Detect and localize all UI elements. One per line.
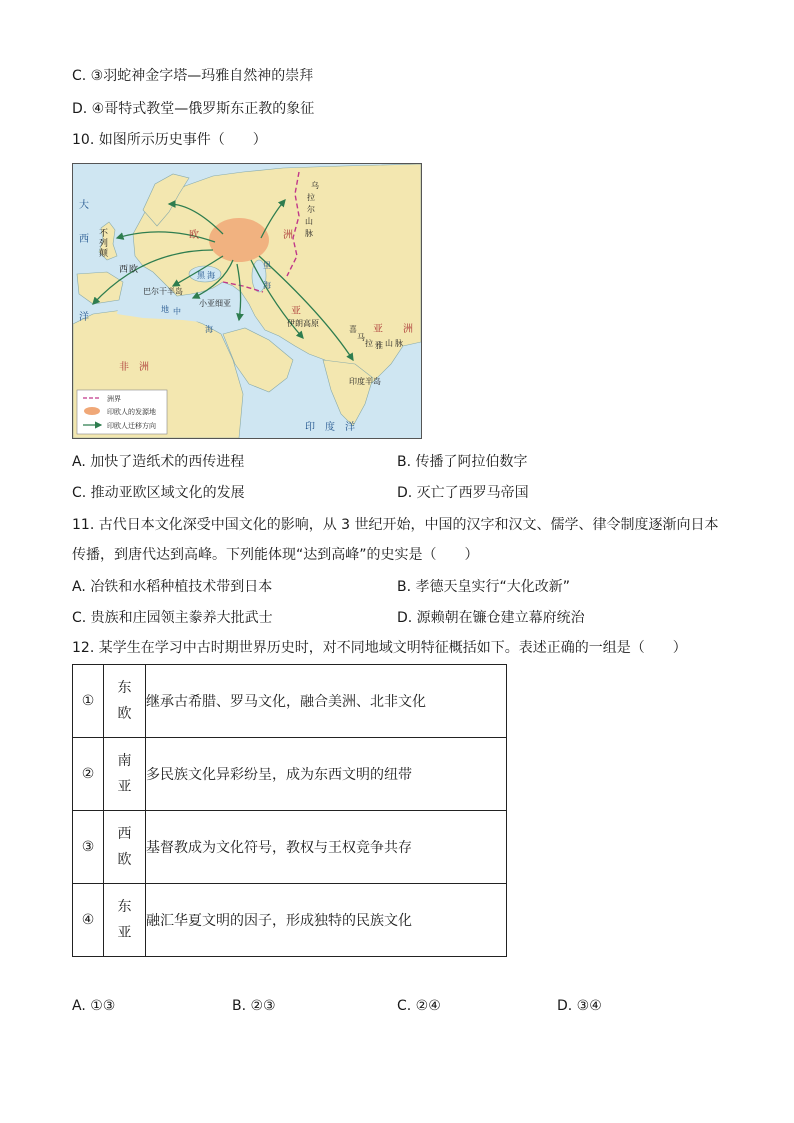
row-description: 基督教成为文化符号，教权与王权竞争共存 xyxy=(146,811,507,884)
map-label-ural-5: 脉 xyxy=(305,229,313,238)
region-char-2: 亚 xyxy=(117,779,132,795)
legend-boundary: 洲界 xyxy=(107,395,121,403)
q11-option-d: D. 源赖朝在镰仓建立幕府统治 xyxy=(397,610,585,626)
map-label-ya: 亚 xyxy=(291,306,301,317)
row-region xyxy=(104,811,146,884)
q10-migration-map xyxy=(72,163,422,439)
map-label-da: 大 xyxy=(79,200,89,211)
row-description: 继承古希腊、罗马文化，融合美洲、北非文化 xyxy=(146,665,507,738)
map-label-lihai-1: 里 xyxy=(263,261,271,270)
q12-option-d: D. ③④ xyxy=(557,998,602,1014)
map-label-balkan: 巴尔干半岛 xyxy=(143,287,183,296)
legend-migration: 印欧人迁移方向 xyxy=(107,422,156,430)
q12-option-c: C. ②④ xyxy=(397,998,441,1014)
region-char-2: 欧 xyxy=(117,852,132,868)
q10-option-a: A. 加快了造纸术的西传进程 xyxy=(72,454,245,470)
map-label-dizhong-2: 中 xyxy=(173,307,181,316)
region-char-1: 东 xyxy=(117,899,132,915)
map-label-india-pen: 印度半岛 xyxy=(349,377,381,386)
q12-civilization-table xyxy=(72,664,507,957)
row-description: 多民族文化异彩纷呈，成为东西文明的纽带 xyxy=(146,738,507,811)
map-label-hima-5: 山 xyxy=(385,339,393,348)
map-label-xiou: 西 xyxy=(119,265,129,275)
map-label-hima-4: 雅 xyxy=(375,341,383,350)
table-row xyxy=(73,738,507,811)
q11-option-a: A. 冶铁和水稻种植技术带到日本 xyxy=(72,579,273,595)
map-label-ural-1: 乌 xyxy=(311,181,319,190)
map-label-asia-minor: 小亚细亚 xyxy=(199,299,231,308)
map-label-dian: 颠 xyxy=(99,249,109,259)
map-label-zhou: 洲 xyxy=(283,230,293,241)
q10-option-d: D. 灭亡了西罗马帝国 xyxy=(397,485,529,501)
map-label-hima-3: 拉 xyxy=(365,339,373,348)
region-char-1: 南 xyxy=(117,753,132,769)
map-label-lihai-2: 海 xyxy=(263,281,271,290)
map-label-feizhou: 非 洲 xyxy=(119,362,149,373)
q12-option-a: A. ①③ xyxy=(72,998,116,1014)
map-label-hima-6: 脉 xyxy=(395,339,403,348)
row-description: 融汇华夏文明的因子，形成独特的民族文化 xyxy=(146,884,507,957)
map-label-ou: 欧 xyxy=(189,230,199,241)
q11-stem-line-1: 11. 古代日本文化深受中国文化的影响，从 3 世纪开始，中国的汉字和汉文、儒学、律令制度逐渐向日本 xyxy=(72,517,719,533)
map-label-xi: 西 xyxy=(79,234,89,245)
map-label-ural-2: 拉 xyxy=(307,193,315,202)
q11-stem-line-2: 传播，到唐代达到高峰。下列能体现“达到高峰”的史实是（ ） xyxy=(72,547,479,563)
map-label-ural-4: 山 xyxy=(305,217,313,226)
region-char-1: 西 xyxy=(117,826,132,842)
map-label-dizhong-3: 海 xyxy=(205,325,213,334)
row-region xyxy=(104,665,146,738)
map-label-lie: 列 xyxy=(99,239,109,249)
q11-option-b: B. 孝德天皇实行“大化改新” xyxy=(397,579,571,595)
map-label-heihai-2: 海 xyxy=(207,271,215,280)
map-label-ya2: 亚 xyxy=(373,324,383,335)
table-row xyxy=(73,811,507,884)
map-label-zhou2: 洲 xyxy=(403,324,413,335)
q11-option-c: C. 贵族和庄园领主豢养大批武士 xyxy=(72,610,273,626)
map-label-bu: 不 xyxy=(99,229,109,239)
map-label-heihai-1: 黑 xyxy=(197,271,205,280)
row-number: ② xyxy=(73,738,104,811)
map-drawing xyxy=(73,164,421,438)
table-row xyxy=(73,665,507,738)
map-label-yang: 洋 xyxy=(79,312,89,323)
map-label-hima-1: 喜 xyxy=(349,325,357,334)
row-number: ③ xyxy=(73,811,104,884)
row-region xyxy=(104,738,146,811)
origin-area xyxy=(209,218,269,262)
table-row xyxy=(73,884,507,957)
q12-stem: 12. 某学生在学习中古时期世界历史时，对不同地域文明特征概括如下。表述正确的一组是（ ） xyxy=(72,640,687,656)
row-number: ① xyxy=(73,665,104,738)
region-char-2: 欧 xyxy=(117,706,132,722)
map-label-hima-2: 马 xyxy=(357,333,365,342)
q10-option-b: B. 传播了阿拉伯数字 xyxy=(397,454,528,470)
q10-option-c: C. 推动亚欧区域文化的发展 xyxy=(72,485,245,501)
legend-origin: 印欧人的发源地 xyxy=(107,408,156,416)
map-label-iran: 伊朗高原 xyxy=(287,319,319,328)
q9-option-d: D. ④哥特式教堂—俄罗斯东正教的象征 xyxy=(72,101,315,117)
row-number: ④ xyxy=(73,884,104,957)
region-char-2: 亚 xyxy=(117,925,132,941)
map-label-indian-ocean: 印 度 洋 xyxy=(305,422,355,433)
map-label-dizhong-1: 地 xyxy=(161,305,169,314)
map-label-ouchar: 欧 xyxy=(129,265,139,275)
q12-option-b: B. ②③ xyxy=(232,998,276,1014)
map-label-ural-3: 尔 xyxy=(307,205,315,214)
q9-option-c: C. ③羽蛇神金字塔—玛雅自然神的崇拜 xyxy=(72,68,314,84)
region-char-1: 东 xyxy=(117,680,132,696)
map-legend xyxy=(77,390,167,434)
row-region xyxy=(104,884,146,957)
q10-stem: 10. 如图所示历史事件（ ） xyxy=(72,132,267,148)
